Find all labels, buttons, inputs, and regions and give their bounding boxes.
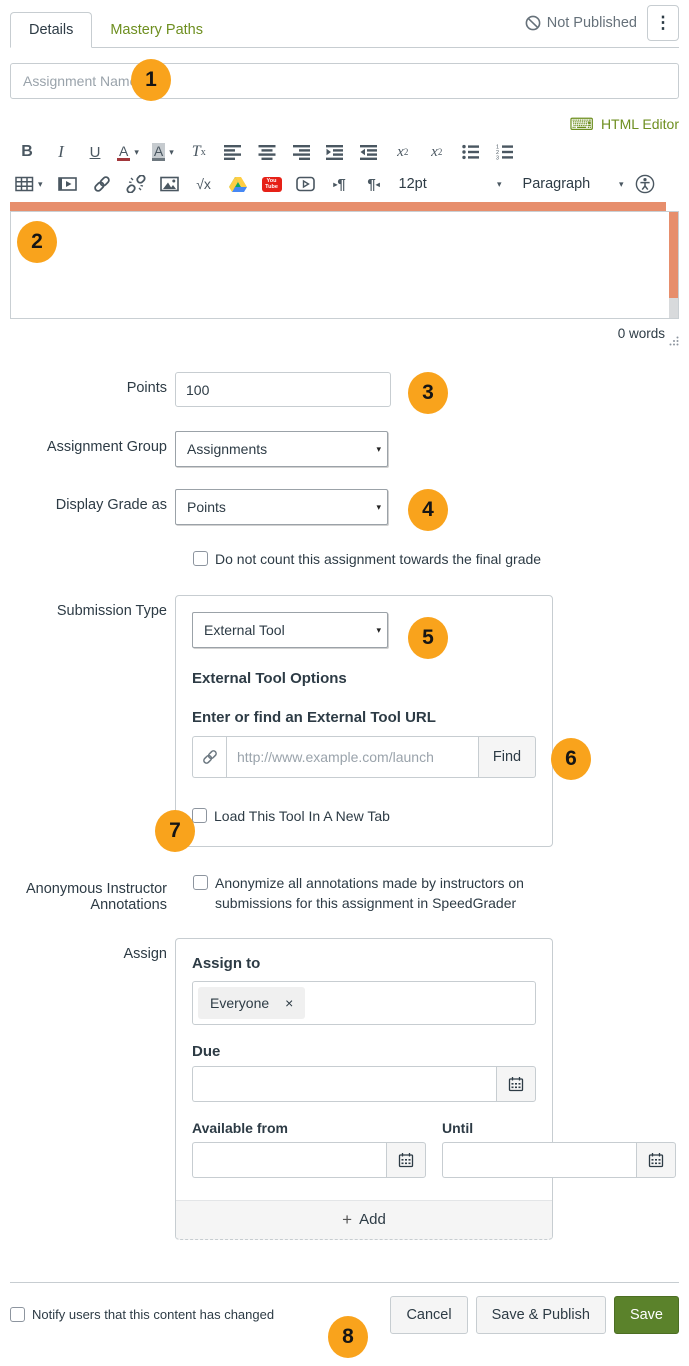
bold-button[interactable]: B <box>21 143 33 160</box>
chevron-down-icon: ▾ <box>376 443 381 454</box>
available-from-input[interactable] <box>192 1142 386 1178</box>
step-badge-7: 7 <box>155 810 195 852</box>
link-icon <box>201 749 219 765</box>
step-badge-4: 4 <box>408 489 448 531</box>
available-from-calendar-button[interactable] <box>386 1142 426 1178</box>
chevron-down-icon: ▾ <box>134 146 139 157</box>
align-center-button[interactable] <box>255 139 279 165</box>
save-and-publish-button[interactable]: Save & Publish <box>476 1296 606 1334</box>
add-assignment-override-button[interactable] <box>176 1200 552 1240</box>
editor-scrollbar-track <box>669 298 678 318</box>
not-published-icon <box>525 15 541 31</box>
submission-type-panel <box>175 595 553 847</box>
chevron-down-icon: ▾ <box>169 146 174 157</box>
load-new-tab-checkbox[interactable] <box>192 808 207 823</box>
display-grade-as-label: Display Grade as <box>55 497 167 513</box>
calendar-icon <box>648 1152 664 1168</box>
unlink-button[interactable] <box>124 171 148 197</box>
anonymous-annotations-text: Anonymize all annotations made by instructors on submissions for this assignment in SpeedGrader <box>215 875 524 912</box>
points-input[interactable] <box>175 372 391 407</box>
external-tool-url-input[interactable] <box>226 736 479 778</box>
assign-to-heading: Assign to <box>192 954 261 972</box>
step-badge-6: 6 <box>551 738 591 780</box>
link-button[interactable] <box>90 171 114 197</box>
chevron-down-icon: ▾ <box>497 178 502 189</box>
tab-bar <box>10 10 679 48</box>
notify-users-label: Notify users that this content has changed <box>32 1307 275 1323</box>
step-badge-8: 8 <box>328 1316 368 1358</box>
options-kebab-button[interactable] <box>647 5 679 41</box>
align-left-button[interactable] <box>221 139 245 165</box>
calendar-icon <box>398 1152 414 1168</box>
chevron-down-icon: ▾ <box>619 178 624 189</box>
until-input[interactable] <box>442 1142 636 1178</box>
svg-text:3: 3 <box>495 155 499 160</box>
html-editor-label: HTML Editor <box>600 116 679 132</box>
assignment-group-label: Assignment Group <box>46 439 167 455</box>
font-size-select[interactable]: 12pt ▾ <box>398 176 502 192</box>
rtl-direction-button[interactable]: ¶ ◂ <box>367 175 380 193</box>
display-grade-as-select[interactable]: Points ▾ <box>175 489 388 525</box>
assignment-group-select[interactable]: Assignments ▾ <box>175 431 388 467</box>
submission-type-select[interactable]: External Tool ▾ <box>192 612 388 648</box>
publish-status-label: Not Published <box>546 15 637 31</box>
chevron-down-icon: ▾ <box>38 178 43 189</box>
subscript-button[interactable]: x 2 <box>431 143 443 160</box>
google-drive-icon[interactable] <box>226 171 250 197</box>
rce-toolbar-row-1 <box>10 137 679 167</box>
indent-button[interactable] <box>357 139 381 165</box>
rich-content-editor-area[interactable] <box>10 211 679 319</box>
until-label: Until <box>442 1119 474 1136</box>
outdent-button[interactable] <box>323 139 347 165</box>
resize-handle-icon[interactable] <box>669 336 679 346</box>
rce-toolbar-row-2 <box>10 169 679 199</box>
insert-media-button[interactable] <box>56 171 80 197</box>
anonymous-annotations-checkbox[interactable] <box>193 875 208 890</box>
omit-final-grade-checkbox[interactable] <box>193 551 208 566</box>
step-badge-2: 2 <box>17 221 57 263</box>
due-date-calendar-button[interactable] <box>496 1066 536 1102</box>
text-color-button[interactable]: A ▾ <box>119 143 139 159</box>
equation-button[interactable]: √x <box>196 176 211 192</box>
assign-panel <box>175 938 553 1240</box>
assign-token <box>198 987 305 1019</box>
add-label: Add <box>359 1211 386 1229</box>
external-tool-url-label: Enter or find an External Tool URL <box>192 709 436 726</box>
svg-text:1: 1 <box>495 144 499 151</box>
svg-text:2: 2 <box>495 150 499 156</box>
remove-token-button[interactable]: × <box>285 994 294 1011</box>
keyboard-icon: ⌨ <box>569 114 594 134</box>
image-button[interactable] <box>158 171 182 197</box>
align-right-button[interactable] <box>289 139 313 165</box>
table-button[interactable] <box>15 171 46 197</box>
html-editor-link[interactable] <box>10 113 679 135</box>
step-badge-1: 1 <box>131 59 171 101</box>
accessibility-checker-button[interactable] <box>633 171 657 197</box>
anonymous-annotations-label: Anonymous Instructor Annotations <box>25 881 167 913</box>
find-button[interactable]: Find <box>479 736 536 778</box>
editor-vertical-scrollbar[interactable] <box>669 212 678 298</box>
assign-label: Assign <box>123 945 167 962</box>
step-badge-5: 5 <box>408 617 448 659</box>
italic-button[interactable]: I <box>58 142 64 161</box>
editor-horizontal-scrollbar[interactable] <box>10 202 666 211</box>
underline-button[interactable]: U <box>89 143 101 161</box>
due-label: Due <box>192 1042 221 1060</box>
chevron-down-icon: ▾ <box>376 501 381 512</box>
load-new-tab-label: Load This Tool In A New Tab <box>214 808 390 824</box>
kebab-icon: ⋮ <box>654 13 672 32</box>
assignment-name-input[interactable] <box>10 63 679 99</box>
step-badge-3: 3 <box>408 372 448 414</box>
cancel-button[interactable]: Cancel <box>390 1296 467 1334</box>
notify-users-checkbox[interactable] <box>10 1307 25 1322</box>
publish-status <box>525 15 637 31</box>
chevron-down-icon: ▾ <box>376 624 381 635</box>
submission-type-label: Submission Type <box>56 603 167 619</box>
word-count: 0 words <box>617 326 665 341</box>
ltr-direction-button[interactable]: ▸ ¶ <box>333 175 346 193</box>
assign-to-field[interactable] <box>192 981 536 1025</box>
calendar-icon <box>508 1076 524 1092</box>
points-label: Points <box>126 380 167 396</box>
youtube-button[interactable] <box>260 171 284 197</box>
background-color-button[interactable]: A ▾ <box>153 143 174 159</box>
due-date-input[interactable] <box>192 1066 496 1102</box>
assign-token-label: Everyone <box>210 994 270 1011</box>
plus-icon: + <box>342 1209 353 1229</box>
omit-final-grade-label: Do not count this assignment towards the final grade <box>215 551 542 567</box>
external-tool-options-heading: External Tool Options <box>192 670 347 687</box>
tab-mastery-paths[interactable]: Mastery Paths <box>110 22 203 38</box>
paragraph-format-select[interactable]: Paragraph ▾ <box>522 176 624 192</box>
numbered-list-button[interactable] <box>493 139 517 165</box>
record-media-button[interactable] <box>294 171 318 197</box>
clear-formatting-button[interactable]: T x <box>191 143 206 160</box>
superscript-button[interactable]: x 2 <box>397 143 409 160</box>
save-button[interactable]: Save <box>614 1296 679 1334</box>
tab-details[interactable]: Details <box>10 12 92 48</box>
youtube-icon: You Tube <box>262 177 282 192</box>
bullet-list-button[interactable] <box>459 139 483 165</box>
until-calendar-button[interactable] <box>636 1142 676 1178</box>
available-from-label: Available from <box>192 1119 288 1136</box>
